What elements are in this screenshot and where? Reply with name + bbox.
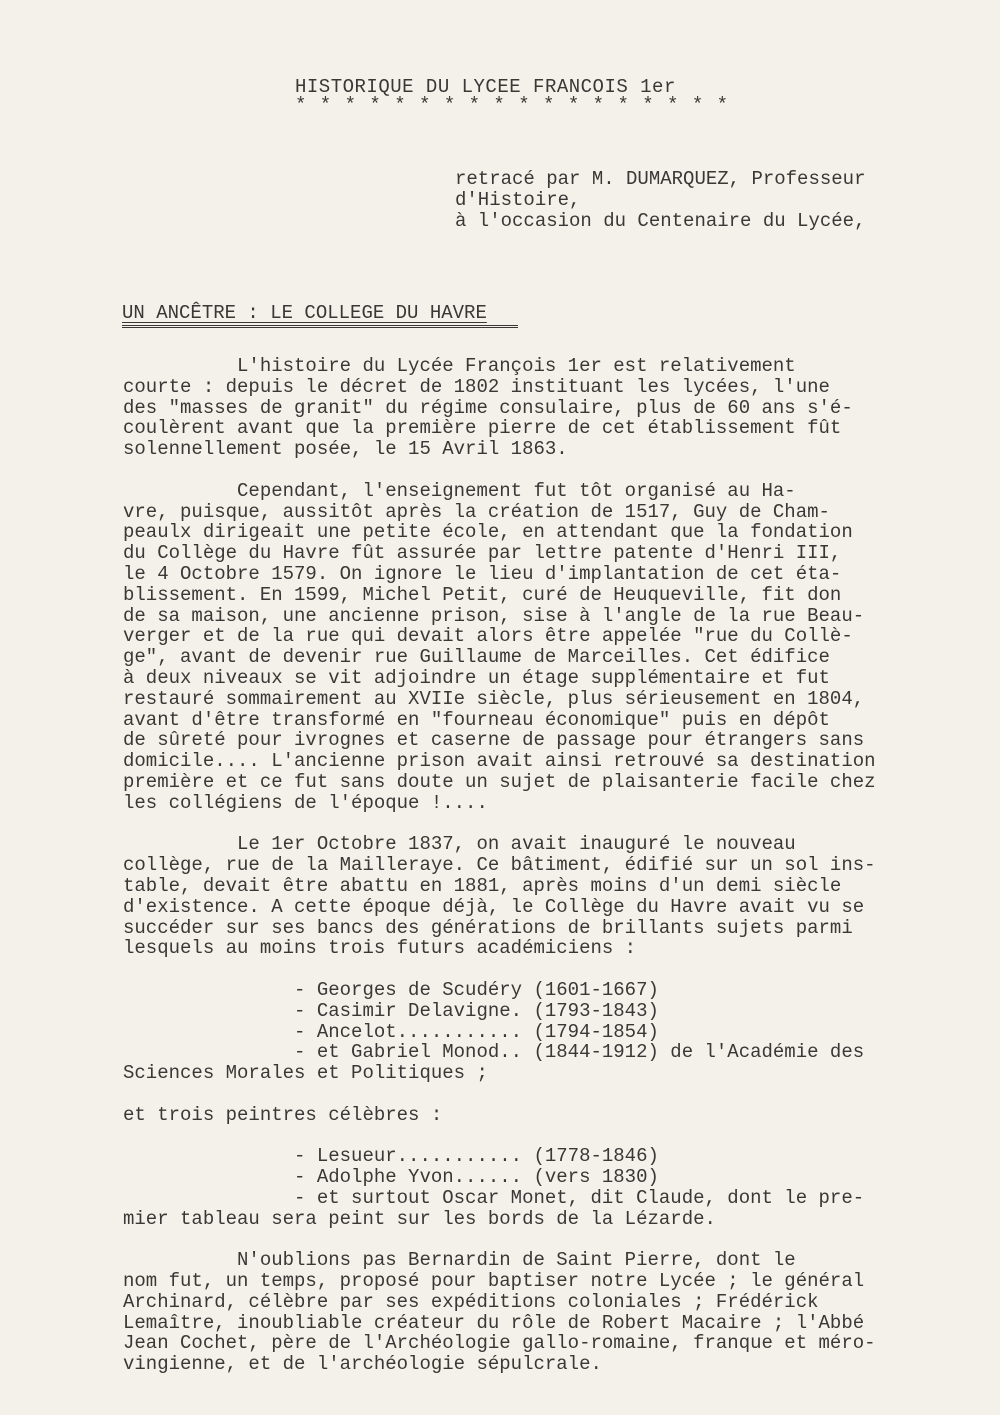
text-line: coulèrent avant que la première pierre de cet établissement fût bbox=[123, 417, 842, 440]
text-line: succéder sur ses bancs des générations de brillants sujets parmi bbox=[123, 916, 853, 939]
document-title: HISTORIQUE DU LYCEE FRANCOIS 1er bbox=[295, 76, 676, 98]
text-line: N'oublions pas Bernardin de Saint Pierre, dont le bbox=[123, 1249, 796, 1272]
text-line: ge", avant de devenir rue Guillaume de Marceilles. Cet édifice bbox=[123, 646, 830, 669]
text-line: de sûreté pour ivrognes et caserne de passage pour étrangers sans bbox=[123, 729, 865, 752]
text-line: restauré sommairement au XVIIe siècle, plus sérieusement en 1804, bbox=[123, 687, 865, 710]
text-line: peaulx dirigeait une petite école, en attendant que la fondation bbox=[123, 521, 853, 544]
text-line: vre, puisque, aussitôt après la création de 1517, Guy de Cham- bbox=[123, 500, 830, 523]
text-line: Le 1er Octobre 1837, on avait inauguré le nouveau bbox=[123, 833, 796, 856]
text-line: Jean Cochet, père de l'Archéologie gallo-romaine, franque et méro- bbox=[123, 1332, 876, 1355]
text-line: du Collège du Havre fût assurée par lettre patente d'Henri III, bbox=[123, 542, 842, 565]
author-line: à l'occasion du Centenaire du Lycée, bbox=[455, 210, 866, 232]
painters-list bbox=[123, 1146, 953, 1229]
academicians-list bbox=[123, 980, 953, 1084]
list-item: - Casimir Delavigne. (1793-1843) bbox=[123, 999, 659, 1022]
list-item: mier tableau sera peint sur les bords de la Lézarde. bbox=[123, 1207, 716, 1230]
paragraph-1 bbox=[123, 356, 953, 460]
heading-double-rule bbox=[122, 325, 518, 328]
text-line: d'existence. A cette époque déjà, le Collège du Havre avait vu se bbox=[123, 895, 865, 918]
text-line: blissement. En 1599, Michel Petit, curé de Heuqueville, fit don bbox=[123, 583, 842, 606]
list-item: - Georges de Scudéry (1601-1667) bbox=[123, 978, 659, 1001]
text-line: les collégiens de l'époque !.... bbox=[123, 791, 488, 814]
list-item: Sciences Morales et Politiques ; bbox=[123, 1062, 488, 1085]
text-line: vingienne, et de l'archéologie sépulcrale. bbox=[123, 1353, 602, 1376]
list-item: - Lesueur........... (1778-1846) bbox=[123, 1145, 659, 1168]
text-line: verger et de la rue qui devait alors être appelée "rue du Collè- bbox=[123, 625, 853, 648]
paragraph-3 bbox=[123, 834, 953, 959]
text-line: Lemaître, inoubliable créateur du rôle de Robert Macaire ; l'Abbé bbox=[123, 1311, 865, 1334]
author-line: retracé par M. DUMARQUEZ, Professeur bbox=[455, 168, 866, 190]
body-text bbox=[123, 356, 953, 1396]
text-line: Archinard, célèbre par ses expéditions coloniales ; Frédérick bbox=[123, 1290, 819, 1313]
text-line: le 4 Octobre 1579. On ignore le lieu d'implantation de cet éta- bbox=[123, 562, 842, 585]
text-line: avant d'être transformé en "fourneau économique" puis en dépôt bbox=[123, 708, 830, 731]
text-line: des "masses de granit" du régime consulaire, plus de 60 ans s'é- bbox=[123, 396, 853, 419]
author-line: d'Histoire, bbox=[455, 189, 581, 211]
list-item: - et Gabriel Monod.. (1844-1912) de l'Académie des bbox=[123, 1041, 865, 1064]
text-line: courte : depuis le décret de 1802 instituant les lycées, l'une bbox=[123, 375, 830, 398]
list-item: - Adolphe Yvon...... (vers 1830) bbox=[123, 1166, 659, 1189]
section-heading-text: UN ANCÊTRE : LE COLLEGE DU HAVRE bbox=[122, 302, 487, 324]
text-line: L'histoire du Lycée François 1er est relativement bbox=[123, 355, 796, 377]
text-line: domicile.... L'ancienne prison avait ainsi retrouvé sa destination bbox=[123, 750, 876, 773]
text-line: et trois peintres célèbres : bbox=[123, 1103, 443, 1126]
text-line: Cependant, l'enseignement fut tôt organisé au Ha- bbox=[123, 479, 796, 502]
painters-intro bbox=[123, 1105, 953, 1126]
text-line: collège, rue de la Mailleraye. Ce bâtiment, édifié sur un sol ins- bbox=[123, 854, 876, 877]
text-line: de sa maison, une ancienne prison, sise à l'angle de la rue Beau- bbox=[123, 604, 865, 627]
text-line: première et ce fut sans doute un sujet de plaisanterie facile chez bbox=[123, 770, 876, 793]
title-block bbox=[295, 76, 729, 116]
text-line: solennellement posée, le 15 Avril 1863. bbox=[123, 438, 568, 461]
list-item: - Ancelot........... (1794-1854) bbox=[123, 1020, 659, 1043]
paragraph-4 bbox=[123, 1250, 953, 1375]
text-line: nom fut, un temps, proposé pour baptiser notre Lycée ; le général bbox=[123, 1270, 865, 1293]
paragraph-2 bbox=[123, 481, 953, 814]
text-line: lesquels au moins trois futurs académiciens : bbox=[123, 937, 637, 960]
section-heading bbox=[122, 302, 518, 328]
text-line: table, devait être abattu en 1881, après moins d'un demi siècle bbox=[123, 874, 842, 897]
title-star-rule: * * * * * * * * * * * * * * * * * * bbox=[295, 94, 730, 116]
author-block bbox=[455, 169, 865, 232]
text-line: à deux niveaux se vit adjoindre un étage supplémentaire et fut bbox=[123, 666, 830, 689]
list-item: - et surtout Oscar Monet, dit Claude, dont le pre- bbox=[123, 1186, 865, 1209]
